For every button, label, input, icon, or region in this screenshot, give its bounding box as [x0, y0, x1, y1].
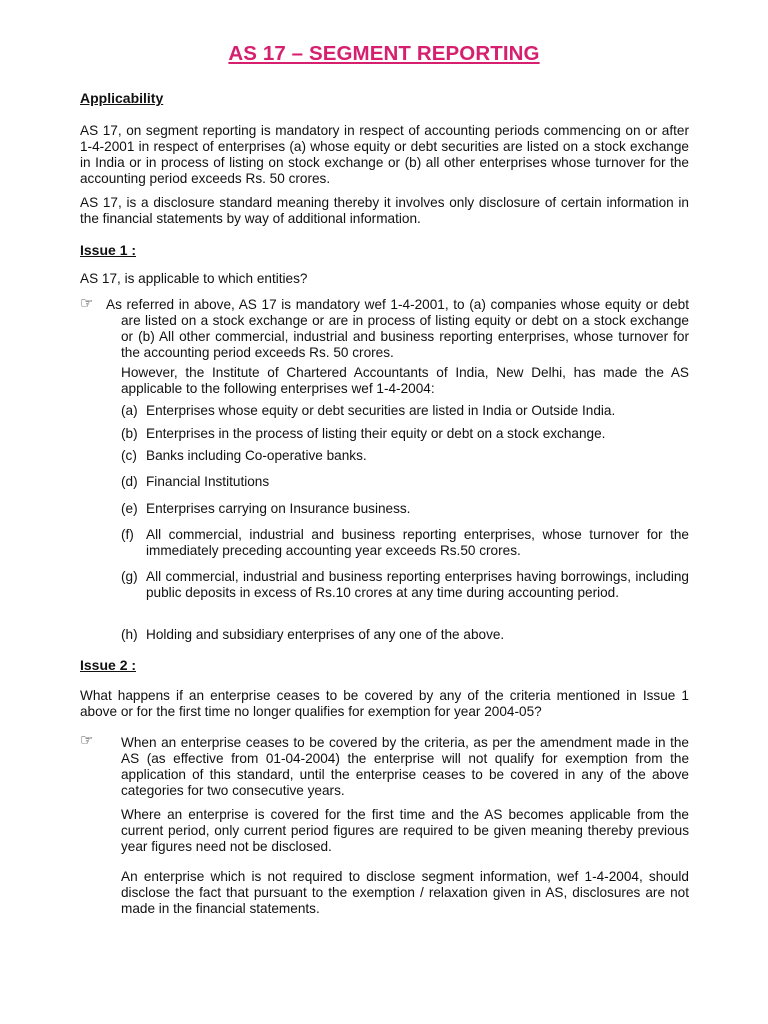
- issue-1-heading: Issue 1 :: [80, 242, 137, 258]
- issue-2-question: What happens if an enterprise ceases to be covered by any of the criteria mentioned in Issue 1 above or for the first time no longer qualifies for exemption for year 2004-05?: [80, 688, 689, 719]
- issue-1-answer-1: [106, 297, 689, 361]
- pointing-hand-icon: ☞: [80, 295, 94, 312]
- list-item-text: Banks including Co-operative banks.: [146, 448, 367, 463]
- issue-1-answer-2: However, the Institute of Chartered Accountants of India, New Delhi, has made the AS applicable to the following enterprises wef 1-4-2004:: [121, 365, 689, 396]
- list-item: [121, 474, 689, 490]
- list-item-label: (e): [121, 501, 138, 516]
- list-item: [121, 501, 689, 517]
- list-item-text: Holding and subsidiary enterprises of any one of the above.: [146, 627, 505, 642]
- list-item: [121, 527, 689, 559]
- issue-1-answer-1-text: As referred in above, AS 17 is mandatory wef 1-4-2001, to (a) companies whose equity or debt are listed on a stock exchange or are in process of listing equity or debt on a stock exchange or (b) All other commercial, industrial and business reporting enterprises, whose turnover for the accounting period exceeds Rs. 50 crores.: [106, 297, 689, 360]
- list-item: [121, 448, 689, 464]
- pointing-hand-icon: ☞: [80, 732, 94, 749]
- list-item: [121, 403, 689, 419]
- list-item-label: (c): [121, 448, 137, 463]
- list-item-text: Financial Institutions: [146, 474, 270, 489]
- applicability-heading: Applicability: [80, 90, 164, 106]
- list-item: [121, 426, 689, 442]
- issue-1-question: AS 17, is applicable to which entities?: [80, 271, 308, 286]
- list-item: [121, 569, 689, 601]
- list-item-label: (h): [121, 627, 138, 642]
- issue-2-answer-2: Where an enterprise is covered for the first time and the AS becomes applicable from the current period, only current period figures are required to be given meaning thereby previous year figures need not be disclosed.: [121, 807, 689, 854]
- page-title: AS 17 – SEGMENT REPORTING: [228, 42, 540, 65]
- applicability-paragraph-2: AS 17, is a disclosure standard meaning thereby it involves only disclosure of certain information in the financial statements by way of additional information.: [80, 195, 689, 226]
- list-item: [121, 627, 689, 643]
- applicability-paragraph-1: AS 17, on segment reporting is mandatory in respect of accounting periods commencing on or after 1-4-2001 in respect of enterprises (a) whose equity or debt securities are listed on a stock exchange in India or in process of listing on stock exchange or (b) all other enterprises whose turnover for the accounting period exceeds Rs. 50 crores.: [80, 123, 689, 186]
- list-item-text: Enterprises in the process of listing their equity or debt on a stock exchange.: [146, 426, 606, 441]
- list-item-text: Enterprises carrying on Insurance business.: [146, 501, 411, 516]
- list-item-text: Enterprises whose equity or debt securities are listed in India or Outside India.: [146, 403, 616, 418]
- list-item-text: All commercial, industrial and business reporting enterprises, whose turnover for the immediately preceding accounting year exceeds Rs.50 crores.: [146, 527, 689, 558]
- issue-2-answer-1: When an enterprise ceases to be covered by the criteria, as per the amendment made in the AS (as effective from 01-04-2004) the enterprise will not qualify for exemption from the application of this standard, until the enterprise ceases to be covered in any of the above categories for two consecutive years.: [121, 735, 689, 798]
- list-item-label: (g): [121, 569, 138, 584]
- list-item-label: (b): [121, 426, 138, 441]
- issue-2-answer-3: An enterprise which is not required to disclose segment information, wef 1-4-2004, should disclose the fact that pursuant to the exemption / relaxation given in AS, disclosures are not made in the financial statements.: [121, 869, 689, 916]
- list-item-label: (f): [121, 527, 134, 542]
- list-item-label: (d): [121, 474, 138, 489]
- list-item-label: (a): [121, 403, 138, 418]
- list-item-text: All commercial, industrial and business reporting enterprises having borrowings, including public deposits in excess of Rs.10 crores at any time during accounting period.: [146, 569, 689, 600]
- issue-2-heading: Issue 2 :: [80, 657, 137, 673]
